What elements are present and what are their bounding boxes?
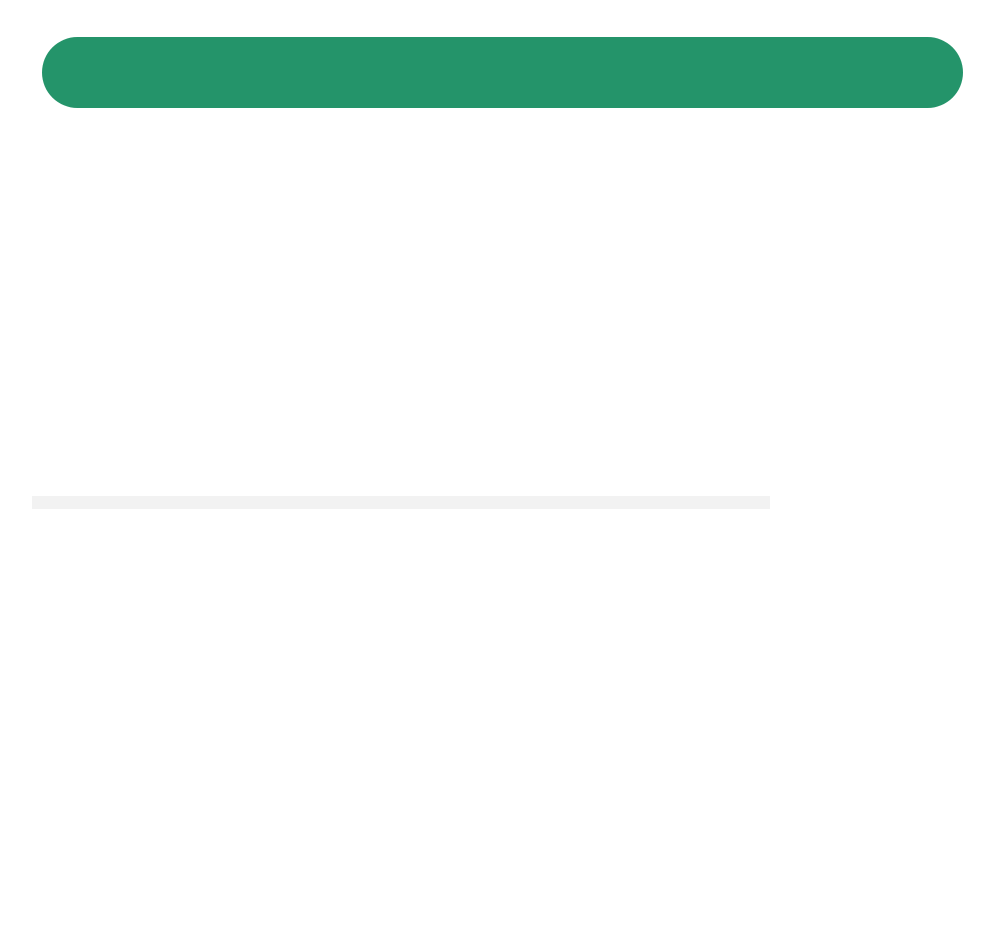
achievement-chart: [32, 512, 770, 698]
chart-canvas: [32, 512, 770, 698]
memo-panel: [781, 618, 985, 698]
title-banner: [42, 37, 963, 108]
section-divider: [32, 496, 770, 509]
